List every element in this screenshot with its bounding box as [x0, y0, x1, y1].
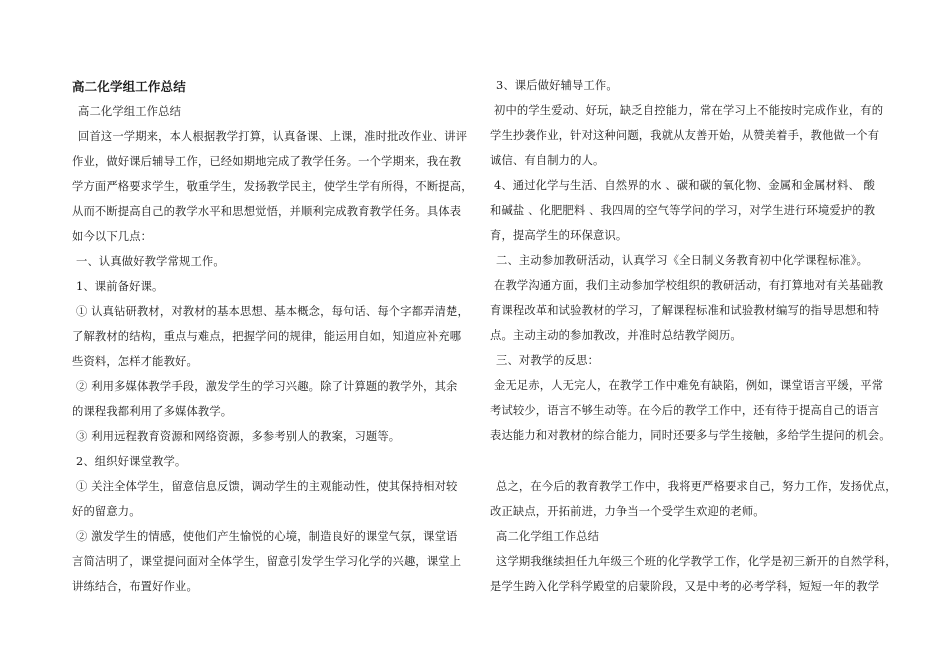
- text-line: 育课程改革和试验教材的学习，了解课程标准和试验教材编写的指导思想和特: [490, 304, 880, 317]
- text-line: 表达能力和对教材的综合能力，同时还要多与学生接触，多给学生提问的机会。: [490, 429, 891, 442]
- text-line: 些资料，怎样才能教好。: [72, 355, 198, 368]
- text-line: ③ 利用远程教育资源和网络资源，多参考别人的教案，习题等。: [76, 430, 401, 443]
- text-line: ② 激发学生的情感，使他们产生愉悦的心境，制造良好的课堂气氛，课堂语: [76, 530, 458, 543]
- text-line: 言简洁明了，课堂提问面对全体学生，留意引发学生学习化学的兴趣，课堂上: [72, 555, 462, 568]
- text-line: 考试较少，语言不够生动等。在今后的教学工作中，还有待于提高自己的语言: [490, 404, 880, 417]
- text-line: 高二化学组工作总结: [78, 105, 182, 118]
- text-line: 如今以下几点：: [72, 230, 153, 243]
- text-line: 学方面严格要求学生，敬重学生，发扬教学民主，使学生学有所得，不断提高，: [72, 180, 473, 193]
- text-line: 点。主动主动的参加教改，并准时总结教学阅历。: [490, 329, 742, 342]
- text-line: 3、课后做好辅导工作。: [496, 79, 618, 92]
- text-line: 1、课前备好课。: [76, 280, 164, 293]
- text-line: 这学期我继续担任九年级三个班的化学教学工作，化学是初三新开的自然学科，: [496, 555, 897, 568]
- text-line: 一、认真做好教学常规工作。: [76, 255, 225, 268]
- text-line: ② 利用多媒体教学手段，激发学生的学习兴趣。除了计算题的教学外，其余: [76, 380, 458, 393]
- text-line: 是学生跨入化学科学殿堂的启蒙阶段，又是中考的必考学科，短短一年的教学: [490, 580, 880, 593]
- document-title: 高二化学组工作总结: [72, 79, 186, 94]
- text-line: 回首这一学期来，本人根据教学打算，认真备课、上课，准时批改作业、讲评: [78, 130, 468, 143]
- text-line: ① 关注全体学生，留意信息反馈，调动学生的主观能动性，使其保持相对较: [76, 480, 458, 493]
- text-line: 2、组织好课堂教学。: [76, 455, 187, 468]
- text-line: 从而不断提高自己的教学水平和思想觉悟，并顺利完成教育教学任务。具体表: [72, 205, 462, 218]
- text-line: 诚信、有自制力的人。: [490, 154, 605, 167]
- text-line: 好的留意力。: [72, 505, 141, 518]
- text-line: 在教学沟通方面，我们主动参加学校组织的教研活动，有打算地对有关基础教: [494, 279, 884, 292]
- text-line: 作业，做好课后辅导工作，已经如期地完成了教学任务。一个学期来，我在教: [72, 155, 462, 168]
- text-line: 学生抄袭作业，针对这种问题，我就从友善开始，从赞美着手，教他做一个有: [490, 129, 880, 142]
- text-line: 总之，在今后的教育教学工作中，我将更严格要求自己，努力工作，发扬优点，: [496, 480, 897, 493]
- text-line: 了解教材的结构，重点与难点，把握学问的规律，能运用自如，知道应补充哪: [72, 330, 462, 343]
- text-line: 育，提高学生的环保意识。: [490, 229, 628, 242]
- text-line: ① 认真钻研教材，对教材的基本思想、基本概念，每句话、每个字都弄清楚，: [76, 305, 469, 318]
- text-line: 金无足赤，人无完人，在教学工作中难免有缺陷，例如，课堂语言平缓，平常: [494, 379, 884, 392]
- text-line: 和碱盐 、化肥肥料 、我四周的空气等学问的学习，对学生进行环境爱护的教: [490, 204, 876, 217]
- text-line: 二、主动参加教研活动，认真学习《全日制义务教育初中化学课程标准》。: [496, 254, 869, 267]
- text-line: 讲练结合，布置好作业。: [72, 580, 198, 593]
- text-line: 三、对教学的反思：: [496, 354, 600, 367]
- text-line: 初中的学生爱动、好玩，缺乏自控能力，常在学习上不能按时完成作业，有的: [494, 104, 884, 117]
- text-line: 4、通过化学与生活、自然界的水 、碳和碳的氧化物、金属和金属材料、 酸: [494, 179, 876, 192]
- text-line: 高二化学组工作总结: [496, 530, 600, 543]
- text-line: 的课程我都利用了多媒体教学。: [72, 405, 233, 418]
- text-line: 改正缺点，开拓前进，力争当一个受学生欢迎的老师。: [490, 505, 765, 518]
